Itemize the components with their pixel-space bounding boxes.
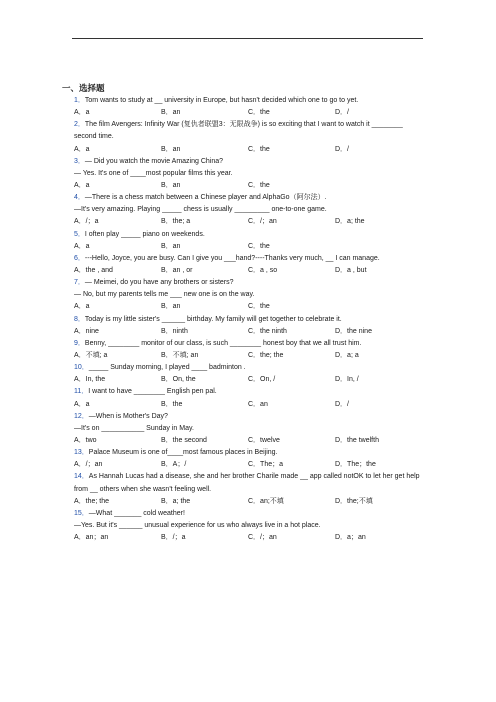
answer-option: A．nine xyxy=(74,327,99,335)
options-row xyxy=(74,241,424,253)
answer-option: A．the , and xyxy=(74,267,113,274)
answer-option: B．an xyxy=(161,303,181,311)
question-number: 12． xyxy=(74,412,89,420)
answer-option: B．/；a xyxy=(161,534,186,542)
answer-option: A．In, the xyxy=(74,376,106,384)
answer-option: C．The；a xyxy=(248,461,284,469)
answer-option: A．/；an xyxy=(74,461,103,469)
answer-option: D．/ xyxy=(335,400,349,408)
question-line xyxy=(74,168,424,180)
question-number: 15． xyxy=(74,509,89,517)
question-stem xyxy=(74,411,424,423)
question-stem xyxy=(74,447,424,459)
question-line xyxy=(74,289,424,301)
question-text: — Did you watch the movie Amazing China? xyxy=(84,157,224,165)
answer-option: C．twelve xyxy=(248,436,280,444)
question-text: — No, but my parents tells me ___ new one is on the way. xyxy=(74,291,255,299)
question-text: Benny, ________ monitor of our class, is such ________ honest boy that we all trust him. xyxy=(84,339,362,347)
options-row xyxy=(74,326,424,338)
question-stem xyxy=(74,508,424,520)
answer-option: B．不填; an xyxy=(161,351,199,359)
options-row xyxy=(74,144,424,156)
answer-option: A．a xyxy=(74,400,90,408)
answer-option: D．a; a xyxy=(335,351,359,359)
question-stem xyxy=(74,338,424,350)
answer-option: A．a xyxy=(74,109,90,117)
question-stem xyxy=(74,95,424,107)
question-number: 6． xyxy=(74,254,85,262)
question-stem xyxy=(74,314,424,326)
question-number: 8． xyxy=(74,315,85,323)
answer-option: D．a; the xyxy=(335,218,365,226)
answer-option: B．the xyxy=(161,400,183,408)
answer-option: C．On, / xyxy=(248,376,276,384)
answer-option: C．the xyxy=(248,303,270,311)
section-title: 一、选择题 xyxy=(62,83,105,93)
question-stem xyxy=(74,362,424,374)
options-row xyxy=(74,435,424,447)
question-text: Today is my little sister's ______ birthday. My family will get together to celebrate it. xyxy=(84,315,342,323)
answer-option: B．an xyxy=(161,182,181,190)
answer-option: C．the xyxy=(248,242,270,250)
answer-option: C．the; the xyxy=(248,351,284,359)
options-row xyxy=(74,107,424,119)
answer-option: D．the;不填 xyxy=(335,497,373,505)
answer-option: A．a xyxy=(74,242,90,250)
answer-option: B．the second xyxy=(161,436,207,444)
question-text: _____ Sunday morning, I played ____ badminton . xyxy=(88,364,246,372)
question-number: 11． xyxy=(74,388,89,396)
question-stem xyxy=(74,119,424,143)
answer-option: C．the xyxy=(248,182,270,190)
answer-option: C．the ninth xyxy=(248,327,287,335)
question-text: —When is Mother's Day? xyxy=(88,412,168,420)
options-row xyxy=(74,180,424,192)
answer-option: A．two xyxy=(74,436,97,444)
question-line xyxy=(74,423,424,435)
question-text: I often play _____ piano on weekends. xyxy=(84,230,205,238)
answer-option: C．/；an xyxy=(248,534,277,542)
question-list xyxy=(74,95,424,544)
answer-option: D．In, / xyxy=(335,376,359,384)
question-stem xyxy=(74,386,424,398)
answer-option: A．不填; a xyxy=(74,351,108,359)
question-text: —It's on ___________ Sunday in May. xyxy=(74,424,194,432)
answer-option: B．an xyxy=(161,145,181,153)
question-text: As Hannah Lucas had a disease, she and her brother Charile made __ app called notOK to let her get help from __ others when she wasn't feeling well. xyxy=(74,473,420,493)
options-row xyxy=(74,399,424,411)
question-stem xyxy=(74,229,424,241)
options-row xyxy=(74,532,424,544)
options-row xyxy=(74,374,424,386)
question-text: —It's very amazing. Playing _____ chess is usually _________ one-to-one game. xyxy=(74,206,327,214)
question-number: 13． xyxy=(74,449,89,457)
question-text: —Yes. But it's ______ unusual experience for us who always live in a hot place. xyxy=(74,521,321,529)
answer-option: A．the; the xyxy=(74,497,110,505)
options-row xyxy=(74,265,424,277)
question-stem xyxy=(74,192,424,204)
question-line xyxy=(74,520,424,532)
answer-option: B．an xyxy=(161,109,181,117)
options-row xyxy=(74,459,424,471)
answer-option: D．/ xyxy=(335,145,349,153)
answer-option: C．a , so xyxy=(248,267,278,274)
question-number: 14． xyxy=(74,473,89,481)
options-row xyxy=(74,216,424,228)
answer-option: C．/；an xyxy=(248,218,277,226)
question-text: —There is a chess match between a Chinese player and AlphaGo（阿尔法）. xyxy=(84,194,327,202)
answer-option: D．a；an xyxy=(335,534,366,542)
question-text: Tom wants to study at __ university in Europe, but hasn't decided which one to go to yet. xyxy=(84,97,359,104)
question-text: ---Hello, Joyce, you are busy. Can I give you ___hand?----Thanks very much, __ I can manage. xyxy=(84,254,380,262)
answer-option: B．A；/ xyxy=(161,461,187,469)
question-stem xyxy=(74,471,424,495)
question-number: 1． xyxy=(74,97,85,104)
header-rule xyxy=(72,38,423,39)
answer-option: D．the twelfth xyxy=(335,436,379,444)
answer-option: A．a xyxy=(74,303,90,311)
question-line xyxy=(74,204,424,216)
options-row xyxy=(74,301,424,313)
question-number: 4． xyxy=(74,194,85,202)
question-number: 3． xyxy=(74,157,85,165)
question-number: 2． xyxy=(74,121,85,129)
answer-option: A．an；an xyxy=(74,534,109,542)
question-number: 10． xyxy=(74,364,89,372)
options-row xyxy=(74,350,424,362)
question-stem xyxy=(74,156,424,168)
question-text: I want to have ________ English pen pal. xyxy=(88,388,217,396)
question-text: — Meimei, do you have any brothers or sisters? xyxy=(84,279,234,287)
answer-option: D．/ xyxy=(335,109,349,117)
answer-option: B．the; a xyxy=(161,218,191,226)
question-number: 9． xyxy=(74,339,85,347)
question-text: —What _______ cold weather! xyxy=(88,509,185,517)
question-number: 7． xyxy=(74,279,85,287)
question-number: 5． xyxy=(74,230,85,238)
answer-option: D．a , but xyxy=(335,267,367,274)
question-text: — Yes. It's one of ____most popular films this year. xyxy=(74,169,233,177)
question-text: Palace Museum is one of____most famous places in Beijing. xyxy=(88,449,278,457)
question-text: The film Avengers: Infinity War (复仇者联盟3：无限战争) is so exciting that I want to watch it ________ second time. xyxy=(74,121,403,141)
answer-option: B．ninth xyxy=(161,327,188,335)
answer-option: A．a xyxy=(74,145,90,153)
answer-option: B．an xyxy=(161,242,181,250)
options-row xyxy=(74,496,424,508)
answer-option: C．the xyxy=(248,145,270,153)
answer-option: B．a; the xyxy=(161,497,191,505)
answer-option: B．On, the xyxy=(161,376,196,384)
question-stem xyxy=(74,277,424,289)
answer-option: D．the nine xyxy=(335,327,372,335)
question-stem xyxy=(74,253,424,265)
answer-option: B．an , or xyxy=(161,267,193,274)
answer-option: A．/；a xyxy=(74,218,99,226)
answer-option: A．a xyxy=(74,182,90,190)
answer-option: C．an xyxy=(248,400,268,408)
answer-option: C．an;不填 xyxy=(248,497,284,505)
answer-option: C．the xyxy=(248,109,270,117)
answer-option: D．The；the xyxy=(335,461,376,469)
